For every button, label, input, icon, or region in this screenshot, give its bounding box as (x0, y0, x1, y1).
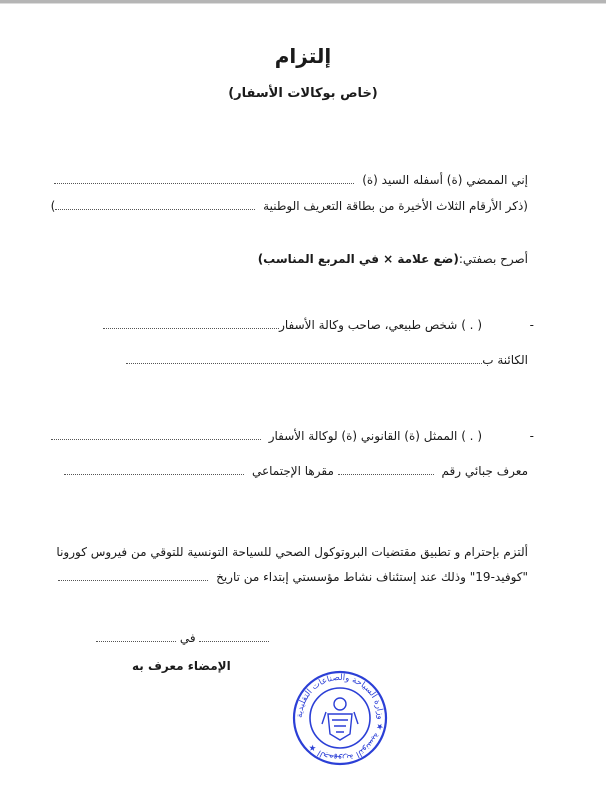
signatory-name-field[interactable] (54, 173, 354, 184)
headquarters-field[interactable] (64, 464, 244, 475)
stamp-outer-ring (294, 672, 386, 764)
signatory-name-label: إني الممضي (ة) أسفله السيد (ة) (362, 173, 528, 187)
option1-label: شخص طبيعي، صاحب وكالة الأسفار (279, 318, 458, 332)
document-title: إلتزام (274, 44, 332, 68)
option2-label: الممثل (ة) القانوني (ة) لوكالة الأسفار (268, 429, 458, 443)
signatory-name-line (54, 172, 528, 188)
commitment-line-1: ألتزم بإحترام و تطبيق مقتضيات البروتوكول الصحي للسياحة التونسية للتوقي من فيروس كورونا (56, 545, 528, 559)
stamp-text-path: الجمهورية التونسية ★ وزارة السياحة والصناعات التقليدية ★ (294, 672, 386, 764)
id-card-digits-close: ) (50, 199, 56, 213)
capacity-instruction: (ضع علامة × في المربع المناسب) (257, 252, 459, 266)
place-field[interactable] (199, 631, 269, 642)
represented-agency-field[interactable] (51, 429, 261, 440)
agency-name-field[interactable] (103, 318, 279, 329)
option-legal-representative (51, 428, 534, 444)
option-natural-person (103, 317, 534, 333)
commitment-line-2-text: "كوفيد-19" وذلك عند إستئناف نشاط مؤسستي إبتداء من تاريخ (216, 570, 528, 584)
option2-checkbox[interactable]: ( . ) (461, 429, 482, 443)
id-card-digits-line (51, 198, 528, 214)
date-field[interactable] (96, 631, 176, 642)
id-card-digits-field[interactable] (55, 199, 255, 210)
option1-bullet: - (529, 318, 534, 332)
document-page (0, 4, 606, 800)
official-stamp (290, 668, 390, 768)
stamp-text (295, 673, 385, 763)
commitment-line-2 (58, 569, 528, 585)
place-date-line (96, 630, 269, 646)
capacity-line (258, 251, 528, 267)
id-card-digits-label: (ذكر الأرقام الثلاث الأخيرة من بطاقة التعريف الوطنية (263, 199, 528, 213)
document-subtitle: (خاص بوكالات الأسفار) (228, 86, 378, 101)
tax-id-label: معرف جبائي رقم (441, 464, 528, 478)
headquarters-label: مقرها الإجتماعي (251, 464, 334, 478)
stamp-emblem-icon (322, 698, 358, 740)
signature-label: الإمضاء معرف به (132, 659, 231, 673)
capacity-label: أصرح بصفتي: (458, 252, 528, 266)
date-in-label: في (179, 631, 196, 645)
tax-id-line (64, 463, 528, 479)
tax-id-field[interactable] (338, 464, 434, 475)
option1-checkbox[interactable]: ( . ) (461, 318, 482, 332)
agency-location-line (126, 352, 528, 368)
agency-location-label: الكائنة ب (482, 353, 528, 367)
resume-date-field[interactable] (58, 570, 208, 581)
option2-bullet: - (529, 429, 534, 443)
stamp-inner-ring (310, 688, 370, 748)
agency-location-field[interactable] (126, 353, 482, 364)
